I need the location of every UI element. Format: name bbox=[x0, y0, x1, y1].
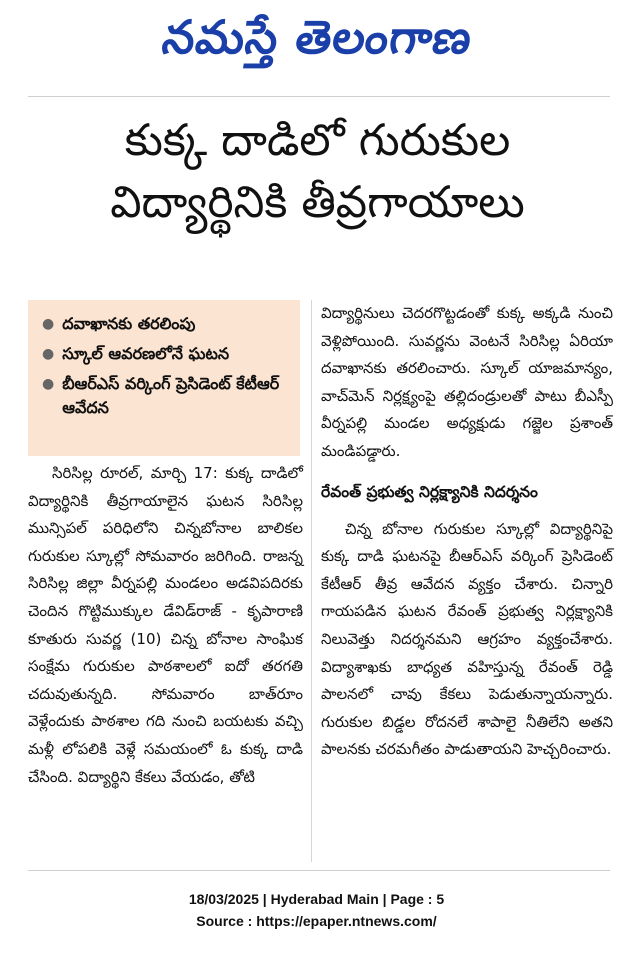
footer-date-edition: 18/03/2025 | Hyderabad Main | Page : 5 bbox=[188, 891, 445, 907]
highlight-text: బీఆర్ఎస్ వర్కింగ్ ప్రెసిడెంట్ కేటీఆర్ ఆవేదన bbox=[62, 374, 280, 417]
highlights-box bbox=[28, 300, 300, 456]
masthead bbox=[0, 8, 633, 78]
highlight-item bbox=[42, 312, 290, 336]
masthead-logo: నమస్తే తెలంగాణ bbox=[158, 10, 476, 64]
headline-line-2: విద్యార్థినికి తీవ్రగాయాలు bbox=[110, 177, 525, 228]
article-paragraph: సిరిసిల్ల రూరల్, మార్చి 17: కుక్క దాడిలో విద్యార్థినికి తీవ్రగాయాలైన ఘటన సిరిసిల్ల మున్సిపల్ పరిధిలోని చిన్నబోనాల బాలికల గురుకుల స్కూల్లో సోమవారం జరిగింది. రాజన్న సిరిసిల్ల జిల్లా వీర్నపల్లి మండలం అడవిపదిరకు చెందిన గొట్టిముక్కుల డేవిడ్‌రాజ్ - కృపారాణి కూతురు సువర్ణ (10) చిన్న బోనాల సాంఘిక సంక్షేమ గురుకుల పాఠశాలలో ఐదో తరగతి చదువుతున్నది. సోమవారం బాత్‌రూం వెళ్లేందుకు పాఠశాల గది నుంచి బయటకు వచ్చి మళ్లీ లోపలికి వెళ్లే సమయంలో ఓ కుక్క దాడి చేసింది. విద్యార్థిని కేకలు వేయడం, తోటి bbox=[28, 464, 303, 786]
highlight-text: దవాఖానకు తరలింపు bbox=[62, 314, 196, 333]
footer-divider bbox=[28, 870, 610, 871]
bullet-icon: ● bbox=[42, 376, 55, 392]
bullet-icon: ● bbox=[42, 346, 55, 362]
article-column-right bbox=[321, 300, 613, 764]
article-paragraph: విద్యార్థినులు చెదరగొట్టడంతో కుక్క అక్కడి నుంచి వెళ్లిపోయింది. సువర్ణను వెంటనే సిరిసిల్ల ఏరియా దవాఖానకు తరలించారు. స్కూల్ యాజమాన్యం, వాచ్‌మెన్ నిర్లక్ష్యంపై తల్లిదండ్రులతో పాటు బీఎస్పీ వీర్నపల్లి మండల అధ్యక్షుడు గజ్జెల ప్రశాంత్ మండిపడ్డారు. bbox=[321, 304, 613, 460]
highlight-item bbox=[42, 372, 290, 420]
headline-line-1: కుక్క దాడిలో గురుకుల bbox=[124, 115, 511, 166]
article-paragraph: చిన్న బోనాల గురుకుల స్కూల్లో విద్యార్థినిపై కుక్క దాడి ఘటనపై బీఆర్ఎస్ వర్కింగ్ ప్రెసిడెంట్ కేటీఆర్ తీవ్ర ఆవేదన వ్యక్తం చేశారు. చిన్నారి గాయపడిన ఘటన రేవంత్ ప్రభుత్వ నిర్లక్ష్యానికి నిలువెత్తు నిదర్శనమని ఆగ్రహం వ్యక్తంచేశారు. విద్యాశాఖకు బాధ్యత వహిస్తున్న రేవంత్ రెడ్డి పాలనలో చావు కేకలు పెడుతున్నాయన్నారు. గురుకుల బిడ్డల రోదనలే శాపాలై నీతిలేని అతని పాలనకు చరమగీతం పాడుతాయని హెచ్చరించారు. bbox=[321, 519, 613, 759]
highlight-text: స్కూల్ ఆవరణలోనే ఘటన bbox=[62, 344, 230, 363]
column-divider bbox=[311, 300, 312, 862]
article-column-left bbox=[28, 460, 303, 791]
masthead-divider bbox=[28, 96, 610, 97]
sub-heading: రేవంత్ ప్రభుత్వ నిర్లక్ష్యానికి నిదర్శనం bbox=[321, 482, 538, 501]
headline bbox=[20, 110, 615, 234]
highlight-item bbox=[42, 342, 290, 366]
bullet-icon: ● bbox=[42, 316, 55, 332]
footer-source-link[interactable]: Source : https://epaper.ntnews.com/ bbox=[196, 913, 437, 929]
footer bbox=[0, 888, 633, 932]
